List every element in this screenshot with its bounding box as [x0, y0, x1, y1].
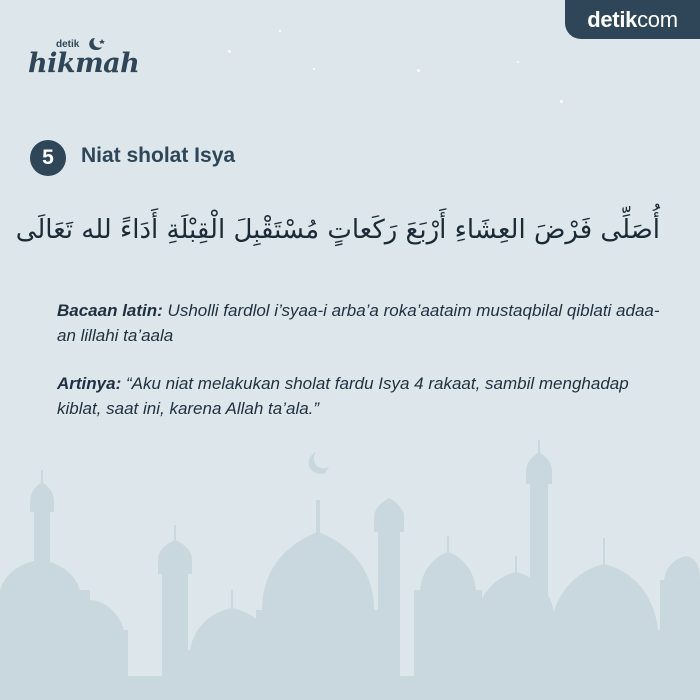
sparkle — [560, 100, 563, 103]
brand-light: com — [637, 6, 678, 32]
step-number-badge: 5 — [30, 140, 66, 176]
sparkle — [313, 68, 315, 70]
brand-logo — [587, 7, 678, 33]
latin-reading — [57, 298, 667, 348]
detikcom-badge — [565, 0, 700, 39]
translation-text: “Aku niat melakukan sholat fardu Isya 4 rakaat, sambil menghadap kiblat, saat ini, karena Allah ta’ala.” — [57, 374, 629, 418]
translation-label: Artinya: — [57, 374, 122, 393]
hikmah-logo — [28, 36, 138, 82]
section-title: Niat sholat Isya — [81, 144, 236, 167]
mosque-skyline-illustration — [0, 440, 700, 700]
logo-main-text: hikmah — [28, 48, 140, 79]
latin-label: Bacaan latin: — [57, 301, 163, 320]
sparkle — [517, 61, 519, 63]
logo-small-text: detik — [56, 39, 80, 50]
arabic-text: أُصَلِّى فَرْضَ العِشَاءِ أَرْبَعَ رَكَعاتٍ مُسْتَقْبِلَ الْقِبْلَةِ أَدَاءً لله تَعَالَى — [15, 215, 660, 245]
sparkle — [279, 30, 281, 32]
translation — [57, 371, 667, 421]
brand-bold: detik — [587, 6, 638, 32]
sparkle — [417, 69, 420, 72]
sparkle — [228, 50, 231, 53]
latin-text: Usholli fardlol i’syaa-i arba’a roka’aataim mustaqbilal qiblati adaa-an lillahi ta’aala — [57, 301, 660, 345]
